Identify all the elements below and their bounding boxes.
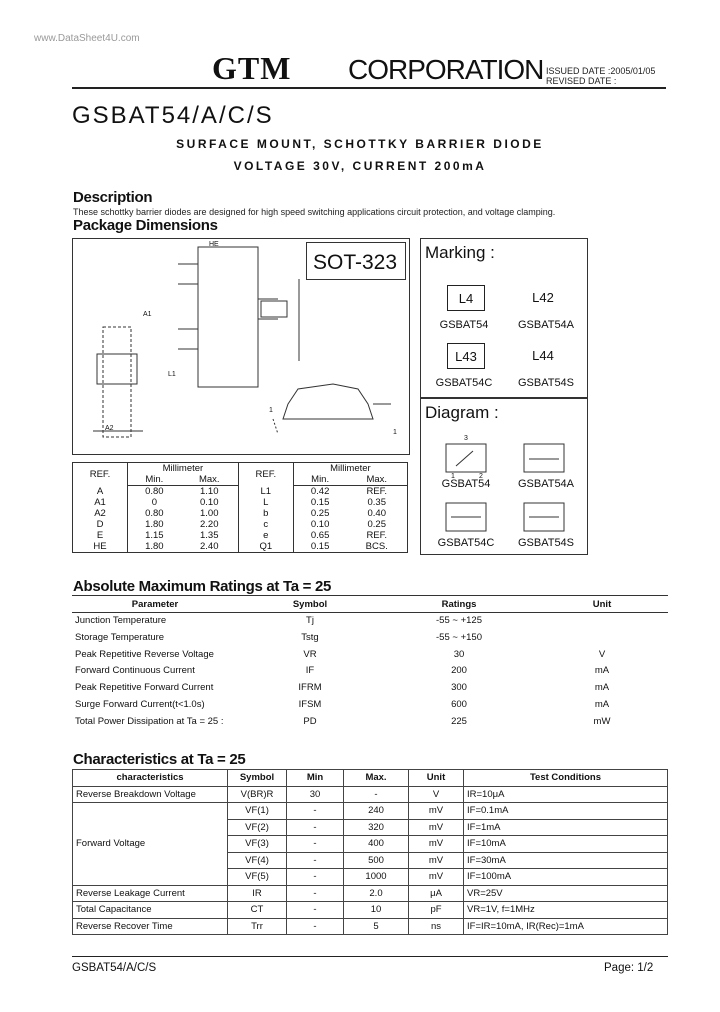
ch-col-symbol: Symbol [228, 770, 287, 787]
amr-symbol: IFRM [298, 682, 322, 694]
dim-min: 1.15 [145, 530, 164, 541]
ch-condition: IF=10mA [464, 836, 668, 853]
dim-min2: 0.15 [310, 541, 330, 552]
amr-unit: V [598, 648, 606, 660]
dim-min2: 0.42 [310, 486, 330, 497]
dim-max: 1.10 [181, 486, 239, 498]
footer-rule [72, 956, 668, 957]
ch-unit: mV [409, 869, 464, 886]
ch-max: 2.0 [344, 885, 409, 902]
dim-col-ref: REF. [73, 463, 128, 486]
ch-max: 1000 [344, 869, 409, 886]
dim-label-one-left: 1 [269, 407, 273, 414]
marking-panel [420, 238, 588, 398]
ch-col-characteristics: characteristics [73, 770, 228, 787]
ch-col-unit: Unit [409, 770, 464, 787]
ch-min: - [287, 803, 344, 820]
ch-max: 5 [344, 918, 409, 935]
dim-ref: D [73, 519, 128, 530]
amr-unit [536, 613, 668, 630]
amr-col-ratings: Ratings [382, 596, 536, 613]
ch-max: 400 [344, 836, 409, 853]
ch-unit: mV [409, 852, 464, 869]
sot-package-label: SOT-323 [313, 251, 398, 274]
dim-col-min: Min. [128, 474, 181, 486]
amr-parameter: Surge Forward Current(t<1.0s) [75, 698, 205, 710]
table-row [73, 885, 668, 902]
dim-max: 1.35 [181, 530, 239, 541]
ch-characteristic: Reverse Breakdown Voltage [73, 786, 228, 803]
description-heading: Description [73, 189, 153, 206]
ch-unit: V [409, 786, 464, 803]
ch-min: - [287, 819, 344, 836]
ch-unit: mV [409, 836, 464, 853]
amr-parameter: Peak Repetitive Forward Current [75, 682, 214, 694]
ch-symbol: VF(1) [228, 803, 287, 820]
characteristics-heading: Characteristics at Ta = 25 [73, 751, 246, 768]
ch-symbol: VF(4) [228, 852, 287, 869]
ch-max: 10 [344, 902, 409, 919]
ch-symbol: CT [228, 902, 287, 919]
table-row [72, 647, 668, 664]
amr-unit [536, 630, 668, 647]
marking-part-gsbat54c: GSBAT54C [435, 377, 493, 389]
ch-condition: VR=1V, f=1MHz [464, 902, 668, 919]
ch-condition: IF=30mA [464, 852, 668, 869]
issued-date: ISSUED DATE :2005/01/05 [546, 66, 656, 76]
ch-min: - [287, 918, 344, 935]
amr-unit: mA [594, 682, 610, 694]
diagram-panel [420, 398, 588, 555]
dim-min: 0 [151, 497, 157, 508]
marking-part-gsbat54: GSBAT54 [439, 319, 489, 331]
table-row [73, 519, 408, 530]
table-row [72, 680, 668, 697]
table-row [73, 508, 408, 519]
dim-max2: 0.25 [367, 519, 386, 530]
ch-col-max: Max. [344, 770, 409, 787]
footer-page-number: Page: 1/2 [604, 962, 654, 974]
amr-parameter: Peak Repetitive Reverse Voltage [75, 648, 214, 660]
dim-max: 2.40 [181, 541, 239, 553]
amr-symbol: Tstg [301, 631, 319, 643]
dim-col-max: Max. [181, 474, 239, 486]
dim-max2: REF. [366, 486, 388, 497]
ch-characteristic: Total Capacitance [73, 902, 228, 919]
amr-col-unit: Unit [536, 596, 668, 613]
table-row [73, 486, 408, 498]
ch-symbol: VF(5) [228, 869, 287, 886]
amr-rating: 200 [451, 665, 467, 677]
ch-unit: μA [409, 885, 464, 902]
marking-code-l42: L42 [532, 289, 554, 305]
dim-min2: 0.10 [310, 519, 330, 530]
dim-label-he: HE [209, 241, 219, 248]
amr-rating: -55 ~ +150 [436, 631, 482, 643]
company-logo-gtm: GTM [212, 50, 292, 86]
ch-condition: IF=1mA [464, 819, 668, 836]
company-name: CORPORATION [348, 54, 544, 85]
ch-max: 240 [344, 803, 409, 820]
table-row [73, 918, 668, 935]
dim-label-a2: A2 [105, 425, 114, 432]
ch-symbol: IR [228, 885, 287, 902]
ch-characteristic: Reverse Leakage Current [73, 885, 228, 902]
dim-max2: 0.35 [367, 497, 386, 508]
dim-col-ref2: REF. [238, 463, 293, 486]
dim-ref2: c [238, 519, 293, 530]
table-row [73, 541, 408, 553]
characteristics-table [72, 769, 668, 935]
subtitle-rating: VOLTAGE 30V, CURRENT 200mA [233, 159, 487, 173]
ch-unit: pF [409, 902, 464, 919]
dim-ref: A [73, 486, 128, 498]
amr-rating: 30 [453, 648, 465, 660]
table-row [73, 786, 668, 803]
ch-symbol: VF(2) [228, 819, 287, 836]
subtitle-type: SURFACE MOUNT, SCHOTTKY BARRIER DIODE [176, 137, 544, 151]
dim-min2: 0.65 [310, 530, 330, 541]
watermark: www.DataSheet4U.com [34, 33, 140, 44]
pin-label-3: 3 [464, 435, 468, 442]
part-number-title: GSBAT54/A/C/S [72, 102, 274, 129]
header-rule [72, 87, 666, 89]
dim-label-one-right: 1 [393, 429, 397, 436]
ch-condition: IF=0.1mA [464, 803, 668, 820]
footer-part-number: GSBAT54/A/C/S [72, 962, 157, 974]
dimensions-table [72, 462, 408, 553]
dim-min2: 0.25 [310, 508, 330, 519]
marking-code-l43: L43 [447, 343, 485, 369]
ch-condition: IF=IR=10mA, IR(Rec)=1mA [464, 918, 668, 935]
dim-max: 1.00 [181, 508, 239, 519]
amr-col-parameter: Parameter [72, 596, 238, 613]
dim-col-group: Millimeter [128, 463, 239, 475]
dim-min: 0.80 [145, 486, 164, 497]
table-row [72, 697, 668, 714]
dim-min: 1.80 [145, 519, 164, 530]
amr-unit: mA [594, 698, 610, 710]
ch-condition: VR=25V [464, 885, 668, 902]
ch-min: - [287, 885, 344, 902]
table-row [72, 630, 668, 647]
marking-part-gsbat54s: GSBAT54S [517, 377, 575, 389]
amr-unit: mW [593, 715, 611, 727]
dim-ref2: e [238, 530, 293, 541]
ch-min: - [287, 902, 344, 919]
ch-min: - [287, 836, 344, 853]
package-heading: Package Dimensions [73, 217, 218, 234]
amr-symbol: IFSM [298, 698, 322, 710]
dim-ref: A1 [73, 497, 128, 508]
diagram-part-gsbat54c: GSBAT54C [437, 537, 495, 549]
ch-min: - [287, 852, 344, 869]
dim-min: 1.80 [145, 541, 164, 552]
ch-characteristic: Reverse Recover Time [73, 918, 228, 935]
ch-min: - [287, 869, 344, 886]
dim-max2: 0.40 [367, 508, 386, 519]
pin-label-2: 2 [479, 473, 483, 480]
table-row [72, 663, 668, 680]
marking-heading: Marking : [425, 243, 495, 262]
table-row [72, 613, 668, 630]
ch-unit: ns [409, 918, 464, 935]
diagram-part-gsbat54a: GSBAT54A [517, 478, 575, 490]
ch-max: 500 [344, 852, 409, 869]
amr-unit: mA [594, 665, 610, 677]
dim-ref2: L [238, 497, 293, 508]
amr-col-symbol: Symbol [238, 596, 382, 613]
table-row [73, 497, 408, 508]
dim-max: 0.10 [181, 497, 239, 508]
amr-rating: -55 ~ +125 [436, 615, 482, 626]
dim-max2: REF. [366, 530, 388, 541]
amr-symbol: IF [305, 665, 315, 677]
ch-symbol: V(BR)R [228, 786, 287, 803]
diode-schematic-graphic [421, 399, 587, 554]
amr-rating: 600 [451, 698, 467, 710]
dim-max2: BCS. [365, 541, 388, 552]
dim-col-min2: Min. [293, 474, 346, 486]
ch-max: 320 [344, 819, 409, 836]
dim-ref: HE [73, 541, 128, 553]
dim-ref2: Q1 [238, 541, 293, 553]
diagram-part-gsbat54: GSBAT54 [441, 478, 491, 490]
ch-unit: mV [409, 803, 464, 820]
dim-ref: A2 [73, 508, 128, 519]
ch-unit: mV [409, 819, 464, 836]
dim-label-l1: L1 [168, 371, 176, 378]
ch-symbol: VF(3) [228, 836, 287, 853]
diagram-heading: Diagram : [425, 403, 499, 422]
dim-col-max2: Max. [346, 474, 407, 486]
amr-symbol: PD [303, 715, 317, 727]
amr-symbol: VR [303, 648, 317, 660]
abs-max-table [72, 595, 668, 731]
dim-max: 2.20 [181, 519, 239, 530]
ch-symbol: Trr [228, 918, 287, 935]
dim-min2: 0.15 [310, 497, 330, 508]
ch-col-min: Min [287, 770, 344, 787]
table-row [73, 902, 668, 919]
dim-ref2: L1 [238, 486, 293, 498]
amr-parameter: Forward Continuous Current [75, 665, 195, 677]
ch-col-test-conditions: Test Conditions [464, 770, 668, 787]
table-row [72, 714, 668, 731]
dim-ref: E [73, 530, 128, 541]
marking-code-l44: L44 [532, 347, 554, 363]
issue-dates [546, 66, 655, 86]
dim-col-group2: Millimeter [330, 463, 371, 474]
marking-part-gsbat54a: GSBAT54A [517, 319, 575, 331]
ch-characteristic: Forward Voltage [73, 803, 228, 886]
description-text: These schottky barrier diodes are designed for high speed switching applications circuit protection, and voltage clamping. [73, 207, 556, 217]
dim-label-a1: A1 [143, 311, 152, 318]
marking-code-l4: L4 [447, 285, 485, 311]
table-row [73, 530, 408, 541]
amr-rating: 300 [451, 682, 467, 694]
dim-ref2: b [238, 508, 293, 519]
ch-condition: IF=100mA [464, 869, 668, 886]
ch-condition: IR=10μA [464, 786, 668, 803]
diagram-part-gsbat54s: GSBAT54S [517, 537, 575, 549]
abs-max-heading: Absolute Maximum Ratings at Ta = 25 [73, 578, 332, 595]
revised-date: REVISED DATE : [546, 76, 617, 86]
ch-max: - [344, 786, 409, 803]
dim-min: 0.80 [145, 508, 164, 519]
amr-parameter: Junction Temperature [75, 615, 167, 626]
amr-symbol: Tj [306, 615, 314, 626]
amr-parameter: Storage Temperature [75, 631, 165, 643]
pin-label-1: 1 [451, 473, 455, 480]
ch-min: 30 [287, 786, 344, 803]
table-row [73, 803, 668, 820]
amr-parameter: Total Power Dissipation at Ta = 25 : [75, 715, 224, 727]
amr-rating: 225 [451, 715, 467, 727]
